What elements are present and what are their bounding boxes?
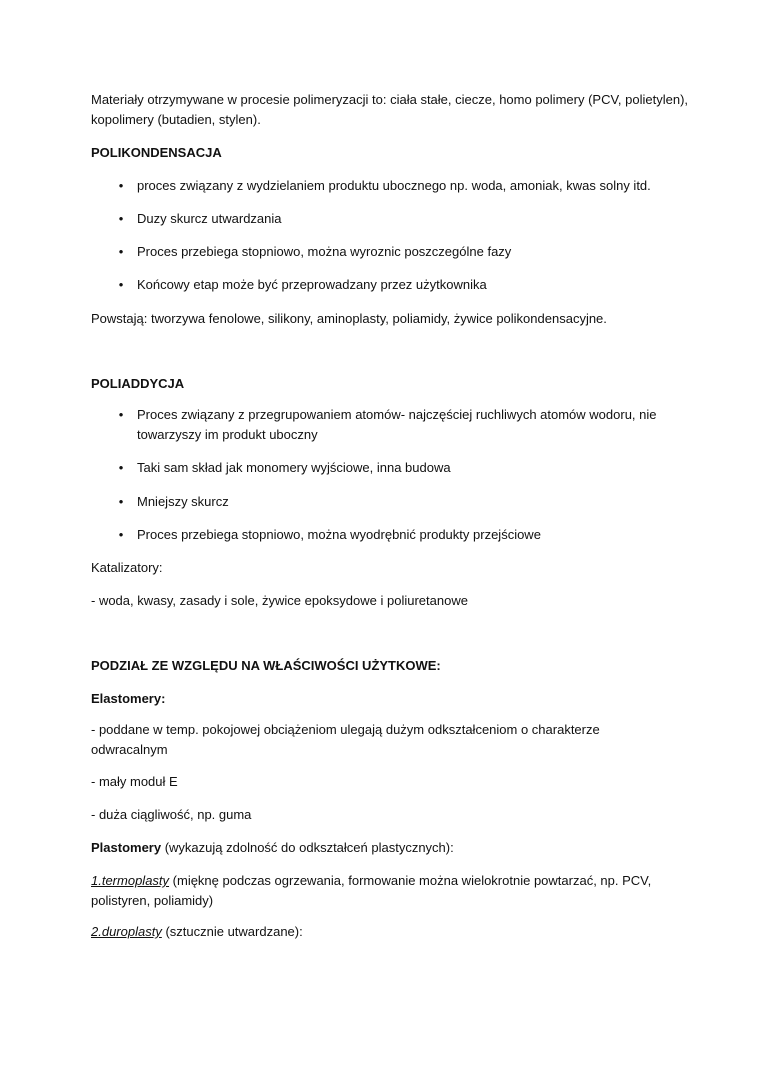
termoplasty-label: 1.termoplasty <box>91 873 170 888</box>
bullet-icon: • <box>118 211 124 226</box>
plastomery-description: (wykazują zdolność do odkształceń plastycznych): <box>161 840 454 855</box>
poliaddycja-item-4: Proces przebiega stopniowo, można wyodrębnić produkty przejściowe <box>137 527 541 542</box>
plastomery-heading: Plastomery <box>91 840 162 855</box>
polikondensacja-item-4: Końcowy etap może być przeprowadzany przez użytkownika <box>137 277 487 292</box>
bullet-icon: • <box>118 178 124 193</box>
duroplasty-paragraph <box>91 922 691 942</box>
elastomery-line-3: - duża ciągliwość, np. guma <box>91 807 252 822</box>
podzial-heading: PODZIAŁ ZE WZGLĘDU NA WŁAŚCIWOŚCI UŻYTKOWE: <box>91 658 441 673</box>
duroplasty-description: (sztucznie utwardzane): <box>161 924 303 939</box>
termoplasty-description: (mięknę podczas ogrzewania, formowanie można wielokrotnie powtarzać, np. PCV, polistyren, poliamidy) <box>91 873 652 908</box>
polikondensacja-heading: POLIKONDENSACJA <box>91 145 222 160</box>
bullet-icon: • <box>118 527 124 542</box>
bullet-icon: • <box>118 494 124 509</box>
catalysts-list: - woda, kwasy, zasady i sole, żywice epoksydowe i poliuretanowe <box>91 593 468 608</box>
poliaddycja-item-3: Mniejszy skurcz <box>137 494 229 509</box>
catalysts-label: Katalizatory: <box>91 560 163 575</box>
elastomery-line-1: - poddane w temp. pokojowej obciążeniom ulegają dużym odkształceniom o charakterze odwracalnym <box>91 722 600 757</box>
poliaddycja-heading: POLIADDYCJA <box>91 376 185 391</box>
intro-paragraph: Materiały otrzymywane w procesie polimeryzacji to: ciała stałe, ciecze, homo polimery (PCV, polietylen), kopolimery (butadien, stylen). <box>91 92 689 127</box>
polikondensacja-item-1: proces związany z wydzielaniem produktu ubocznego np. woda, amoniak, kwas solny itd. <box>137 178 651 193</box>
bullet-icon: • <box>118 407 124 422</box>
termoplasty-paragraph <box>91 871 656 911</box>
bullet-icon: • <box>118 277 124 292</box>
elastomery-heading: Elastomery: <box>91 691 166 706</box>
bullet-icon: • <box>118 460 124 475</box>
polikondensacja-item-3: Proces przebiega stopniowo, można wyroznic poszczególne fazy <box>137 244 512 259</box>
poliaddycja-item-2: Taki sam skład jak monomery wyjściowe, inna budowa <box>137 460 451 475</box>
elastomery-line-2: - mały moduł E <box>91 774 178 789</box>
plastomery-paragraph <box>91 838 691 858</box>
polikondensacja-result: Powstają: tworzywa fenolowe, silikony, aminoplasty, poliamidy, żywice polikondensacyjne. <box>91 311 607 326</box>
bullet-icon: • <box>118 244 124 259</box>
polikondensacja-item-2: Duzy skurcz utwardzania <box>137 211 282 226</box>
poliaddycja-item-1: Proces związany z przegrupowaniem atomów- najczęściej ruchliwych atomów wodoru, nie towarzyszy im produkt uboczny <box>137 407 657 442</box>
duroplasty-label: 2.duroplasty <box>91 924 162 939</box>
